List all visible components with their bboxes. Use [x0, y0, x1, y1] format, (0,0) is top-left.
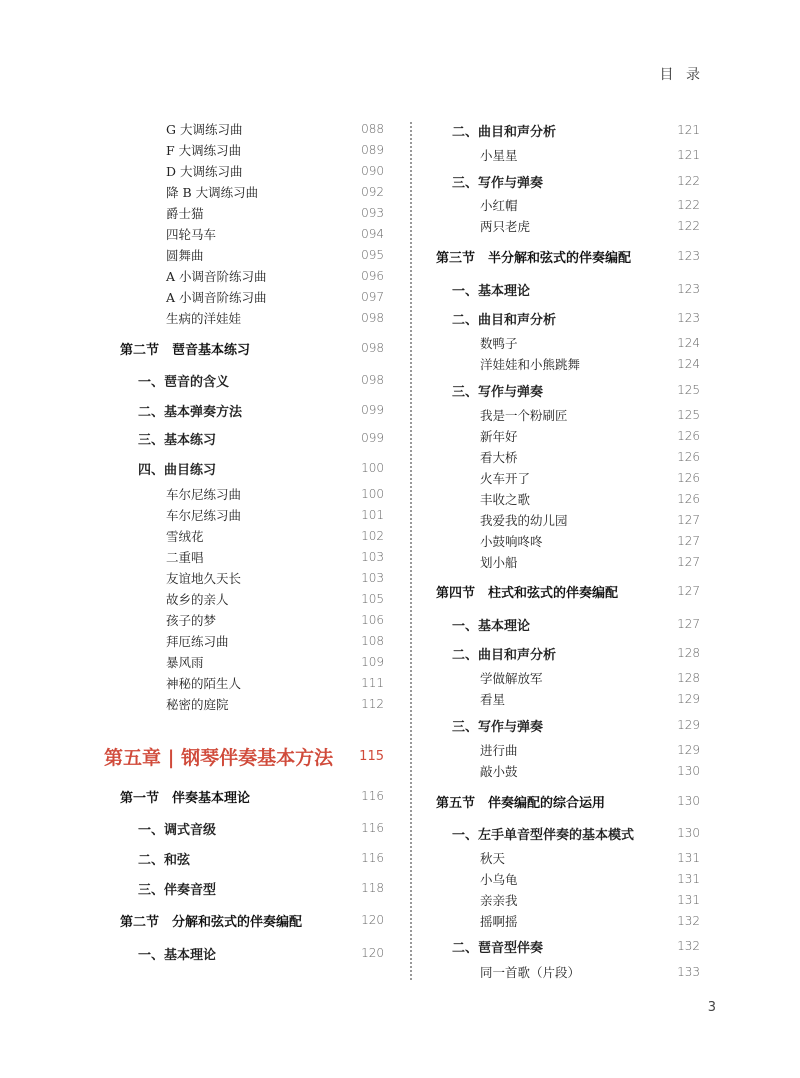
- toc-page-number: 133: [677, 965, 700, 979]
- toc-title: 二、曲目和声分析: [452, 312, 557, 328]
- toc-sub[interactable]: [138, 370, 384, 390]
- toc-entry[interactable]: [480, 405, 700, 425]
- toc-page-number: 126: [677, 471, 700, 485]
- toc-page-number: 103: [361, 550, 384, 564]
- toc-page-number: 098: [361, 341, 384, 355]
- toc-sub[interactable]: [452, 643, 700, 663]
- toc-entry[interactable]: [166, 203, 384, 223]
- toc-title: 二、基本弹奏方法: [138, 404, 243, 420]
- toc-title: 三、写作与弹奏: [452, 719, 544, 735]
- toc-entry[interactable]: [166, 505, 384, 525]
- toc-entry[interactable]: [166, 526, 384, 546]
- toc-entry[interactable]: [480, 333, 700, 353]
- toc-sub[interactable]: [138, 458, 384, 478]
- toc-page-number: 112: [361, 697, 384, 711]
- toc-title: 同一首歌（片段）: [480, 965, 581, 980]
- toc-entry[interactable]: [166, 673, 384, 693]
- toc-page-number: 101: [361, 508, 384, 522]
- toc-title: 孩子的梦: [166, 613, 217, 628]
- toc-title: 第四节 柱式和弦式的伴奏编配: [436, 585, 619, 601]
- toc-page-number: 098: [361, 373, 384, 387]
- toc-title: 二、曲目和声分析: [452, 124, 557, 140]
- toc-title: 秋天: [480, 851, 506, 866]
- toc-entry[interactable]: [166, 266, 384, 286]
- toc-title: 二、和弦: [138, 852, 191, 868]
- toc-page-number: 116: [361, 789, 384, 803]
- toc-page-number: 111: [361, 676, 384, 690]
- toc-sub[interactable]: [452, 715, 700, 735]
- toc-page-number: 122: [677, 198, 700, 212]
- toc-entry[interactable]: [480, 962, 700, 982]
- toc-page-number: 123: [677, 249, 700, 263]
- toc-page-number: 121: [677, 148, 700, 162]
- toc-title: 二、琶音型伴奏: [452, 940, 544, 956]
- toc-page-number: 088: [361, 122, 384, 136]
- toc-title: 故乡的亲人: [166, 592, 229, 607]
- toc-title: 小红帽: [480, 198, 518, 213]
- toc-entry[interactable]: [166, 547, 384, 567]
- toc-sub[interactable]: [138, 878, 384, 898]
- toc-title: 秘密的庭院: [166, 697, 229, 712]
- toc-page-number: 127: [677, 513, 700, 527]
- toc-page-number: 126: [677, 429, 700, 443]
- toc-title: 一、琶音的含义: [138, 374, 230, 390]
- toc-entry[interactable]: [480, 468, 700, 488]
- toc-entry[interactable]: [480, 216, 700, 236]
- toc-page-number: 127: [677, 584, 700, 598]
- toc-title: 一、基本理论: [452, 283, 531, 299]
- toc-page-number: 130: [677, 826, 700, 840]
- toc-page-number: 130: [677, 764, 700, 778]
- toc-title: 一、基本理论: [452, 618, 531, 634]
- toc-sub[interactable]: [138, 943, 384, 963]
- toc-title: 小星星: [480, 148, 518, 163]
- toc-page-number: 124: [677, 336, 700, 350]
- toc-title: 第二节 分解和弦式的伴奏编配: [120, 914, 303, 930]
- toc-sub[interactable]: [138, 818, 384, 838]
- toc-page-number: 130: [677, 794, 700, 808]
- toc-page-number: 106: [361, 613, 384, 627]
- toc-title: 一、调式音级: [138, 822, 217, 838]
- toc-entry[interactable]: [166, 308, 384, 328]
- toc-page-number: 121: [677, 123, 700, 137]
- toc-page-number: 099: [361, 403, 384, 417]
- toc-entry[interactable]: [166, 568, 384, 588]
- toc-title: 爵士猫: [166, 206, 204, 221]
- toc-page-number: 109: [361, 655, 384, 669]
- toc-entry[interactable]: [480, 426, 700, 446]
- column-divider: [410, 122, 412, 980]
- toc-page-number: 090: [361, 164, 384, 178]
- toc-page-number: 132: [677, 914, 700, 928]
- toc-page-number: 122: [677, 219, 700, 233]
- toc-chapter[interactable]: [104, 743, 384, 769]
- toc-page-number: 132: [677, 939, 700, 953]
- toc-page-number: 098: [361, 311, 384, 325]
- toc-page-number: 092: [361, 185, 384, 199]
- toc-title: 看星: [480, 692, 506, 707]
- toc-page-number: 118: [361, 881, 384, 895]
- toc-sub[interactable]: [452, 936, 700, 956]
- toc-entry[interactable]: [166, 287, 384, 307]
- toc-section[interactable]: [436, 791, 700, 811]
- toc-title: 我爱我的幼儿园: [480, 513, 568, 528]
- toc-page-number: 105: [361, 592, 384, 606]
- toc-entry[interactable]: [480, 354, 700, 374]
- toc-title: 划小船: [480, 555, 518, 570]
- toc-entry[interactable]: [166, 610, 384, 630]
- toc-page-number: 127: [677, 534, 700, 548]
- toc-section[interactable]: [436, 581, 700, 601]
- toc-section[interactable]: [436, 246, 700, 266]
- toc-title: 二重唱: [166, 550, 204, 565]
- toc-title: 摇啊摇: [480, 914, 518, 929]
- toc-title: 三、伴奏音型: [138, 882, 217, 898]
- toc-entry[interactable]: [166, 652, 384, 672]
- toc-sub[interactable]: [452, 308, 700, 328]
- toc-title: 拜厄练习曲: [166, 634, 229, 649]
- toc-sub[interactable]: [138, 848, 384, 868]
- toc-title: F 大调练习曲: [166, 143, 242, 158]
- toc-title: 一、左手单音型伴奏的基本模式: [452, 827, 635, 843]
- toc-sub[interactable]: [452, 823, 700, 843]
- toc-title: 看大桥: [480, 450, 518, 465]
- toc-entry[interactable]: [480, 145, 700, 165]
- toc-entry[interactable]: [166, 484, 384, 504]
- toc-entry[interactable]: [166, 224, 384, 244]
- toc-page-number: 126: [677, 450, 700, 464]
- toc-entry[interactable]: [166, 245, 384, 265]
- toc-entry[interactable]: [480, 848, 700, 868]
- toc-page-number: 089: [361, 143, 384, 157]
- toc-title: 洋娃娃和小熊跳舞: [480, 357, 581, 372]
- toc-title: A 小调音阶练习曲: [166, 290, 267, 305]
- toc-title: 丰收之歌: [480, 492, 531, 507]
- toc-title: 学做解放军: [480, 671, 543, 686]
- toc-entry[interactable]: [166, 631, 384, 651]
- toc-page-number: 129: [677, 718, 700, 732]
- toc-page-number: 131: [677, 872, 700, 886]
- toc-title: 火车开了: [480, 471, 531, 486]
- toc-title: 友谊地久天长: [166, 571, 242, 586]
- toc-sub[interactable]: [452, 171, 700, 191]
- toc-page-number: 102: [361, 529, 384, 543]
- toc-page-number: 128: [677, 671, 700, 685]
- toc-page-number: 127: [677, 555, 700, 569]
- toc-entry[interactable]: [480, 668, 700, 688]
- toc-section[interactable]: [120, 910, 384, 930]
- toc-title: 第二节 琶音基本练习: [120, 342, 251, 358]
- toc-title: 车尔尼练习曲: [166, 487, 242, 502]
- toc-page-number: 128: [677, 646, 700, 660]
- toc-page-number: 125: [677, 408, 700, 422]
- toc-page-number: 129: [677, 743, 700, 757]
- toc-page-number: 131: [677, 893, 700, 907]
- toc-title: 生病的洋娃娃: [166, 311, 242, 326]
- toc-title: 我是一个粉刷匠: [480, 408, 568, 423]
- toc-entry[interactable]: [480, 740, 700, 760]
- toc-page-number: 123: [677, 282, 700, 296]
- toc-entry[interactable]: [480, 761, 700, 781]
- toc-entry[interactable]: [480, 869, 700, 889]
- toc-sub[interactable]: [138, 400, 384, 420]
- toc-entry[interactable]: [480, 195, 700, 215]
- toc-title: 一、基本理论: [138, 947, 217, 963]
- toc-title: 进行曲: [480, 743, 518, 758]
- toc-title: G 大调练习曲: [166, 122, 243, 137]
- page-number: 3: [707, 1000, 716, 1015]
- toc-entry[interactable]: [480, 510, 700, 530]
- toc-page-number: 115: [359, 748, 384, 764]
- toc-title: 三、写作与弹奏: [452, 175, 544, 191]
- toc-page-number: 129: [677, 692, 700, 706]
- toc-title: 两只老虎: [480, 219, 531, 234]
- toc-page-number: 123: [677, 311, 700, 325]
- toc-page-number: 103: [361, 571, 384, 585]
- toc-page-number: 099: [361, 431, 384, 445]
- toc-sub[interactable]: [452, 380, 700, 400]
- toc-page-number: 120: [361, 913, 384, 927]
- toc-title: 小乌龟: [480, 872, 518, 887]
- toc-page-number: 108: [361, 634, 384, 648]
- toc-sub[interactable]: [138, 428, 384, 448]
- toc-page-number: 097: [361, 290, 384, 304]
- toc-title: 新年好: [480, 429, 518, 444]
- toc-page-number: 131: [677, 851, 700, 865]
- toc-title: 车尔尼练习曲: [166, 508, 242, 523]
- toc-title: 三、基本练习: [138, 432, 217, 448]
- toc-title: 二、曲目和声分析: [452, 647, 557, 663]
- toc-entry[interactable]: [480, 531, 700, 551]
- toc-title: 敲小鼓: [480, 764, 518, 779]
- toc-entry[interactable]: [166, 140, 384, 160]
- toc-page-number: 095: [361, 248, 384, 262]
- toc-page-number: 126: [677, 492, 700, 506]
- toc-title: 暴风雨: [166, 655, 204, 670]
- toc-title: 第一节 伴奏基本理论: [120, 790, 251, 806]
- toc-title: 第五章 | 钢琴伴奏基本方法: [104, 746, 334, 769]
- toc-title: 第五节 伴奏编配的综合运用: [436, 795, 606, 811]
- toc-title: 四轮马车: [166, 227, 217, 242]
- toc-entry[interactable]: [166, 161, 384, 181]
- toc-entry[interactable]: [166, 694, 384, 714]
- toc-page-number: 120: [361, 946, 384, 960]
- toc-page-number: 100: [361, 461, 384, 475]
- toc-sub[interactable]: [452, 614, 700, 634]
- toc-page-number: 100: [361, 487, 384, 501]
- toc-entry[interactable]: [480, 552, 700, 572]
- toc-page-number: 124: [677, 357, 700, 371]
- toc-page-number: 094: [361, 227, 384, 241]
- toc-entry[interactable]: [480, 890, 700, 910]
- toc-page-number: 093: [361, 206, 384, 220]
- toc-title: A 小调音阶练习曲: [166, 269, 267, 284]
- toc-entry[interactable]: [480, 447, 700, 467]
- toc-entry[interactable]: [480, 489, 700, 509]
- toc-title: 数鸭子: [480, 336, 518, 351]
- toc-title: 三、写作与弹奏: [452, 384, 544, 400]
- toc-title: 雪绒花: [166, 529, 204, 544]
- toc-section[interactable]: [120, 338, 384, 358]
- toc-title: 神秘的陌生人: [166, 676, 242, 691]
- toc-page-number: 127: [677, 617, 700, 631]
- toc-page-number: 122: [677, 174, 700, 188]
- toc-title: 小鼓响咚咚: [480, 534, 543, 549]
- toc-title: 圆舞曲: [166, 248, 204, 263]
- toc-section[interactable]: [120, 786, 384, 806]
- toc-sub[interactable]: [452, 279, 700, 299]
- toc-title: 亲亲我: [480, 893, 518, 908]
- toc-title: D 大调练习曲: [166, 164, 243, 179]
- toc-title: 降 B 大调练习曲: [166, 185, 259, 200]
- toc-entry[interactable]: [480, 689, 700, 709]
- toc-entry[interactable]: [480, 911, 700, 931]
- toc-sub[interactable]: [452, 120, 700, 140]
- toc-title: 四、曲目练习: [138, 462, 217, 478]
- toc-entry[interactable]: [166, 589, 384, 609]
- toc-page-number: 096: [361, 269, 384, 283]
- toc-page-number: 116: [361, 821, 384, 835]
- header-title: 目 录: [659, 67, 704, 83]
- toc-page-number: 116: [361, 851, 384, 865]
- toc-title: 第三节 半分解和弦式的伴奏编配: [436, 250, 632, 266]
- toc-page-number: 125: [677, 383, 700, 397]
- toc-entry[interactable]: [166, 119, 384, 139]
- toc-entry[interactable]: [166, 182, 384, 202]
